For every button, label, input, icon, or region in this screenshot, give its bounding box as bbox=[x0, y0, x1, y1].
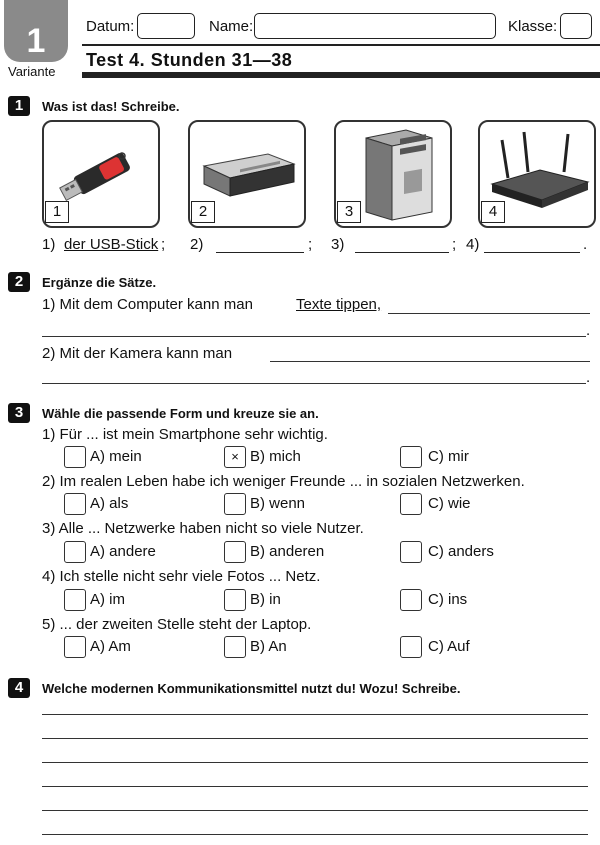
sentence-1-end: . bbox=[586, 322, 591, 339]
sentence-1-line-a[interactable] bbox=[388, 313, 590, 314]
image-label-1: 1 bbox=[45, 201, 69, 223]
test-title: Test 4. Stunden 31—38 bbox=[86, 50, 293, 70]
writing-line-5[interactable] bbox=[42, 810, 588, 811]
answer-field-3[interactable] bbox=[355, 236, 449, 253]
question-3: 3) Alle ... Netzwerke haben nicht so viele Nutzer. bbox=[42, 520, 364, 537]
header-rule bbox=[82, 44, 600, 46]
answer-prefix-3: 3) bbox=[331, 236, 345, 253]
task2-number: 2 bbox=[8, 272, 30, 292]
option-q5-b: B) An bbox=[250, 638, 287, 655]
task3-number: 3 bbox=[8, 403, 30, 423]
answer-prefix-2: 2) bbox=[190, 236, 204, 253]
name-label: Name: bbox=[209, 18, 254, 35]
checkbox-q3-b[interactable] bbox=[224, 541, 246, 563]
checkbox-q4-a[interactable] bbox=[64, 589, 86, 611]
writing-line-1[interactable] bbox=[42, 714, 588, 715]
sep-1: ; bbox=[161, 236, 166, 253]
task1-number: 1 bbox=[8, 96, 30, 116]
answer-prefix-4: 4) bbox=[466, 236, 480, 253]
checkbox-q5-a[interactable] bbox=[64, 636, 86, 658]
option-q4-b: B) in bbox=[250, 591, 281, 608]
image-label-3: 3 bbox=[337, 201, 361, 223]
option-q2-c: C) wie bbox=[428, 495, 471, 512]
checkbox-q1-b[interactable] bbox=[224, 446, 246, 468]
sep-3: ; bbox=[452, 236, 457, 253]
class-label: Klasse: bbox=[508, 18, 558, 35]
checkbox-q4-b[interactable] bbox=[224, 589, 246, 611]
checkbox-q3-c[interactable] bbox=[400, 541, 422, 563]
date-field[interactable] bbox=[137, 13, 195, 39]
option-q3-b: B) anderen bbox=[250, 543, 325, 560]
option-q3-c: C) anders bbox=[428, 543, 494, 560]
question-4: 4) Ich stelle nicht sehr viele Fotos ... Netz. bbox=[42, 568, 321, 585]
task1-instruction: Was ist das! Schreibe. bbox=[42, 99, 180, 114]
sentence-2-line-b[interactable] bbox=[42, 383, 586, 384]
option-q3-a: A) andere bbox=[90, 543, 156, 560]
option-q1-a: A) mein bbox=[90, 448, 142, 465]
checkbox-q2-a[interactable] bbox=[64, 493, 86, 515]
answer-prefix-1: 1) bbox=[42, 236, 56, 253]
question-2: 2) Im realen Leben habe ich weniger Freunde ... in sozialen Netzwerken. bbox=[42, 473, 525, 490]
option-q2-a: A) als bbox=[90, 495, 129, 512]
option-q1-c: C) mir bbox=[428, 448, 469, 465]
name-field[interactable] bbox=[254, 13, 496, 39]
checkbox-q1-a[interactable] bbox=[64, 446, 86, 468]
date-label: Datum: bbox=[86, 18, 135, 35]
task3-instruction: Wähle die passende Form und kreuze sie an. bbox=[42, 406, 319, 421]
variant-label: Variante bbox=[8, 64, 56, 79]
sentence-1-line-b[interactable] bbox=[42, 336, 586, 337]
checkbox-q4-c[interactable] bbox=[400, 589, 422, 611]
question-5: 5) ... der zweiten Stelle steht der Laptop. bbox=[42, 616, 312, 633]
writing-line-3[interactable] bbox=[42, 762, 588, 763]
task4-number: 4 bbox=[8, 678, 30, 698]
writing-line-4[interactable] bbox=[42, 786, 588, 787]
check-mark: × bbox=[231, 449, 239, 464]
checkbox-q1-c[interactable] bbox=[400, 446, 422, 468]
sentence-2-prefix: 2) Mit der Kamera kann man bbox=[42, 345, 233, 362]
option-q4-a: A) im bbox=[90, 591, 125, 608]
sentence-1-answer: Texte tippen, bbox=[296, 296, 382, 313]
checkbox-q2-b[interactable] bbox=[224, 493, 246, 515]
answer-field-4[interactable] bbox=[484, 236, 580, 253]
image-label-2: 2 bbox=[191, 201, 215, 223]
title-rule bbox=[82, 72, 600, 78]
class-field[interactable] bbox=[560, 13, 592, 39]
writing-line-6[interactable] bbox=[42, 834, 588, 835]
task4-instruction: Welche modernen Kommunikationsmittel nutzt du! Wozu! Schreibe. bbox=[42, 681, 461, 696]
sep-2: ; bbox=[308, 236, 313, 253]
sentence-2-end: . bbox=[586, 369, 591, 386]
answer-1: der USB-Stick bbox=[64, 236, 159, 253]
option-q5-a: A) Am bbox=[90, 638, 131, 655]
checkbox-q5-b[interactable] bbox=[224, 636, 246, 658]
checkbox-q5-c[interactable] bbox=[400, 636, 422, 658]
checkbox-q2-c[interactable] bbox=[400, 493, 422, 515]
option-q4-c: C) ins bbox=[428, 591, 468, 608]
checkbox-q3-a[interactable] bbox=[64, 541, 86, 563]
option-q2-b: B) wenn bbox=[250, 495, 306, 512]
question-1: 1) Für ... ist mein Smartphone sehr wichtig. bbox=[42, 426, 328, 443]
variant-number: 1 bbox=[26, 22, 46, 60]
option-q5-c: C) Auf bbox=[428, 638, 470, 655]
image-label-4: 4 bbox=[481, 201, 505, 223]
writing-line-2[interactable] bbox=[42, 738, 588, 739]
sentence-2-line-a[interactable] bbox=[270, 361, 590, 362]
option-q1-b: B) mich bbox=[250, 448, 301, 465]
end-period: . bbox=[583, 236, 588, 253]
sentence-1-prefix: 1) Mit dem Computer kann man bbox=[42, 296, 253, 313]
task2-instruction: Ergänze die Sätze. bbox=[42, 275, 157, 290]
answer-field-2[interactable] bbox=[216, 236, 304, 253]
